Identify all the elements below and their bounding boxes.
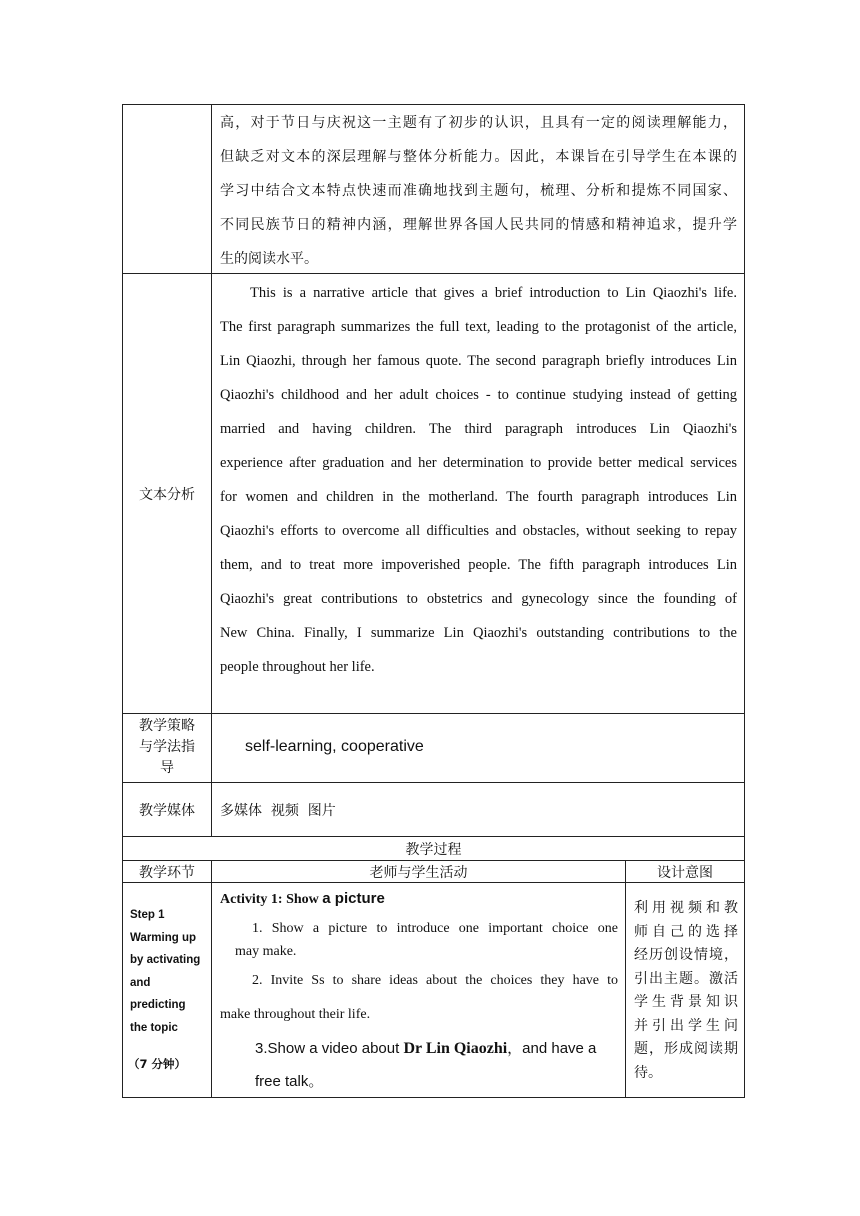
text-line: for women and children in the motherland. The fourth paragraph introduces Lin — [220, 489, 737, 505]
text-line: Lin Qiaozhi, through her famous quote. The second paragraph briefly introduces Lin — [220, 353, 737, 369]
activity-item-3 — [255, 1032, 615, 1098]
table-border-top — [122, 104, 745, 105]
step-line: Warming up — [130, 931, 197, 944]
activity-item-1 — [220, 917, 618, 963]
row-divider-3 — [122, 782, 745, 783]
text-line: 生的阅读水平。 — [220, 251, 318, 267]
label-line: 与学法指 — [139, 739, 195, 755]
media-label: 教学媒体 — [139, 802, 195, 819]
process-title: 教学过程 — [405, 841, 462, 858]
step-line: the topic — [130, 1021, 178, 1034]
text-line: New China. Finally, I summarize Lin Qiaozhi's outstanding contributions to the — [220, 625, 737, 641]
text-line: married and having children. The third paragraph introduces Lin Qiaozhi's — [220, 421, 737, 437]
table-border-right — [744, 104, 745, 1098]
intent-text — [634, 897, 738, 1085]
text-line: 2. Invite Ss to share ideas about the choices they have to — [252, 973, 618, 988]
text-line: 高，对于节日与庆祝这一主题有了初步的认识，且具有一定的阅读理解能力， — [220, 115, 737, 131]
text-line: 但缺乏对文本的深层理解与整体分析能力。因此，本课旨在引导学生在本课的 — [220, 149, 737, 165]
label-line: 导 — [160, 760, 174, 776]
text-line: 学习中结合文本特点快速而准确地找到主题句，梳理、分析和提炼不同国家、 — [220, 183, 737, 199]
media-value: 多媒体 视频 图片 — [220, 803, 336, 819]
text-line: The first paragraph summarizes the full text, leading to the protagonist of the article, — [220, 319, 737, 335]
activity-item-2 — [220, 964, 618, 1032]
text-line: 并引出学生问 — [634, 1017, 738, 1034]
step-line: and — [130, 976, 151, 989]
text-line: Qiaozhi's great contributions to obstetrics and gynecology since the founding of — [220, 591, 737, 607]
text-line: 待。 — [634, 1064, 662, 1081]
item3-highlight: Dr Lin Qiaozhi — [403, 1040, 508, 1057]
row-divider-6 — [122, 882, 745, 883]
text-line: 题，形成阅读期 — [634, 1041, 738, 1057]
column-divider-step — [211, 860, 212, 1098]
text-line: may make. — [235, 944, 297, 959]
text-line: 经历创设情境， — [634, 947, 738, 963]
text-analysis-label: 文本分析 — [139, 486, 195, 503]
header-step: 教学环节 — [139, 864, 195, 881]
activity-title-part: a picture — [322, 890, 385, 907]
step-line: by activating — [130, 954, 201, 966]
step1-duration: （7 分钟） — [128, 1057, 187, 1071]
text-line: them, and to treat more impoverished people. The fifth paragraph introduces Lin — [220, 557, 737, 573]
row-divider-2 — [122, 713, 745, 714]
strategy-value: self-learning, cooperative — [245, 738, 424, 755]
text-line: 师自己的选择 — [634, 923, 738, 940]
header-activity: 老师与学生活动 — [369, 864, 468, 881]
activity-title-part: Activity 1: Show — [220, 892, 323, 907]
text-line: 利用视频和教 — [634, 900, 738, 916]
text-line: people throughout her life. — [220, 659, 375, 675]
text-line: 引出主题。激活 — [634, 970, 738, 987]
step1-label — [130, 904, 210, 1039]
text-line — [255, 1032, 615, 1065]
strategy-label — [123, 714, 211, 782]
background-text — [220, 106, 737, 276]
activity-title — [220, 890, 385, 908]
text-line: experience after graduation and her determination to provide better medical services — [220, 455, 737, 471]
text-line: 学生背景知识 — [634, 994, 738, 1010]
header-intent: 设计意图 — [657, 864, 713, 881]
text-line: Qiaozhi's efforts to overcome all difficulties and obstacles, without seeking to repay — [220, 523, 737, 539]
item3-part: 3.Show a video about — [255, 1040, 404, 1057]
text-line: This is a narrative article that gives a brief introduction to Lin Qiaozhi's life. — [250, 285, 737, 301]
column-divider-intent — [625, 860, 626, 1098]
label-line: 教学策略 — [139, 718, 195, 734]
text-line: free talk。 — [255, 1073, 324, 1090]
step-line: Step 1 — [130, 909, 165, 921]
step-line: predicting — [130, 999, 186, 1011]
column-divider-label — [211, 104, 212, 836]
text-line: make throughout their life. — [220, 1007, 371, 1022]
text-line: 1. Show a picture to introduce one important choice one — [252, 921, 618, 936]
text-line: Qiaozhi's childhood and her adult choices - to continue studying instead of getting — [220, 387, 737, 403]
text-line: 不同民族节日的精神内涵，理解世界各国人民共同的情感和精神追求，提升学 — [220, 217, 737, 233]
text-analysis-body — [220, 276, 737, 684]
item3-part: ，and have a — [507, 1040, 597, 1057]
